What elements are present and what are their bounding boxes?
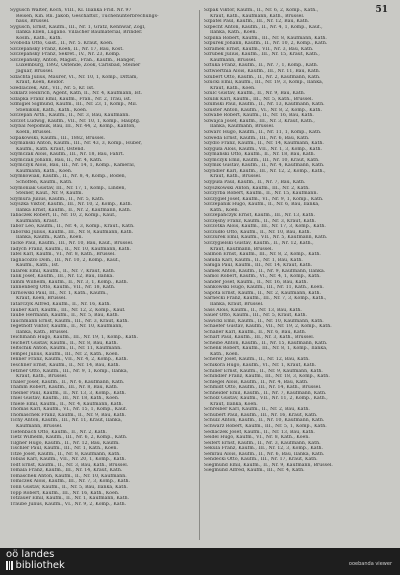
directory-entry: Sankowski Hugo, Kaufm., III., Nr. 11, Kath., Koen. bbox=[204, 285, 324, 291]
directory-entry: Reisen, Kin. Rn. Jakob, Geschäftsr., Tuchenunterbrechungs- bbox=[16, 13, 159, 19]
directory-entry: Schindler Franz, Kaufm., III., Nr. 18, 3, Komp., Kath. bbox=[204, 374, 330, 380]
directory-entry: Tonn Gustav, Kaufm., II., Nr. 5, Bau, Ilanka, Kath. bbox=[10, 485, 128, 491]
directory-entry: Tichy Anton, Kaufm., III., Nr. 11, Kraut, Ilanka, bbox=[10, 418, 123, 424]
directory-entry: Szymczak Alois, Kaufm., III., Nr. 18, Bau, Fahrt. bbox=[10, 152, 125, 158]
directory-entry: Tischler Paul, Kaufm., III., Nr. 1, Kath., Koen. bbox=[10, 446, 119, 452]
directory-entry: Szymura Julius, Kaufm., II., Nr. 5, Kath. bbox=[10, 196, 105, 202]
viewer-label: ooebanda viewer bbox=[348, 561, 392, 567]
directory-entry: Szczot Ludwig, Kaufm., VII., Nr. 10, 1, Komp., Hauptg. bbox=[10, 118, 141, 124]
directory-entry: Szyguła Alois, Kaufm., VII., Nr. 1, 3, Komp., Kath. bbox=[204, 146, 322, 152]
directory-entry: Schlegel Alois, Kaufm., II., Nr. 4, Bau, Kath. bbox=[204, 379, 309, 385]
directory-entry: Sauer Otto, Kaufm., III., Nr. 5, Kraut, Kath. bbox=[204, 313, 308, 319]
directory-entry: Szpecht Anton, Kaufm., II., Nr. 4, 1, Komp., Kauf., bbox=[204, 24, 323, 30]
directory-entry: Szklarz Heinrich, Agent, Kath, II., Nr. 4, Kaufmann, Ist. bbox=[10, 91, 143, 97]
directory-entry: Szczepańsky Franz, Sekret., IV., Nr. 23, Komp. bbox=[10, 52, 121, 58]
directory-entry: Theiner Paul, Kaufm., II., Nr. 13, 3, Komp., Kath. bbox=[10, 390, 127, 396]
directory-entry: Szymoniak Gustav, III., Nr. 17, 1, Komp., Linden, bbox=[10, 185, 127, 191]
directory-entry: Sekula Franz, Kaufm., III., Nr. 12, 3, Komp., Kath. bbox=[204, 446, 324, 452]
directory-entry: Tatarczyk Alfred, Kaufm., II., Nr. 16, Kath. bbox=[10, 301, 111, 307]
directory-entry: Tacke Paul, Kaufm., III., Nr. 10, Bau, Kauf., Brüssel. bbox=[10, 240, 134, 246]
directory-entry: Szulik Karl, Kaufm., III., Nr. 5, Kath., Brüssel. bbox=[204, 96, 314, 102]
directory-entry: Szyszkowski Anton, Kaufm., III., Nr. 2, Kath. bbox=[204, 185, 310, 191]
directory-entry: Tagliacozzo Dom., III., Nr. 10, 2, Komp., Kauf., bbox=[10, 257, 121, 263]
directory-entry: Szymczyk Emil, Kaufm., III., Nr. 10, Kraut, Kath. bbox=[204, 157, 320, 163]
directory-entry: Tarnowski Paul, III., Nr. 1, Kath., Kaufm., bbox=[10, 290, 109, 296]
directory-entry: Tegethoff Viktor, Kaufm., II., Nr. 10, Kaufmann, bbox=[10, 324, 123, 330]
directory-entry: Schaller Karl, Kaufm., II., Nr. 6, Bau, Kath. bbox=[204, 329, 307, 335]
directory-entry: Tempel Julius, Kaufm., III., Nr. 2, Kath., Koen. bbox=[10, 351, 120, 357]
directory-entry: Scheibe Anton, Kaufm., II., Nr. 15, Kaufmann, Kath. bbox=[204, 340, 328, 346]
directory-entry: Schenk Robert, Kaufm., III., Nr. 8, 1, Komp., Ilanka, bbox=[204, 346, 328, 352]
column-divider bbox=[199, 10, 200, 540]
directory-entry: Szczyrba Robert, Kaufm., II., Nr. 15, Kaufmann. bbox=[204, 191, 318, 197]
directory-entry: Kraut, Kath., Koen. bbox=[210, 85, 256, 91]
directory-entry: Kaufmann, Kraut. bbox=[16, 218, 59, 224]
directory-entry: Koeln, Brüssel. bbox=[16, 130, 52, 136]
directory-entry: Szpatel Paul, Kaufm., III., Nr. 12, Bau, Kath. bbox=[204, 19, 310, 25]
directory-entry: Szypuła Paul, Kaufm., II., Nr. 7, Bau, Kath. bbox=[204, 179, 306, 185]
directory-entry: Titze Josef, Kaufm., II., Nr. 8, Kaufmann, Kath. bbox=[10, 451, 121, 457]
directory-entry: Szymczyk Alois, Bau, III., Nr. 14, 1, Komp., Kameral, bbox=[10, 163, 136, 169]
directory-entry: Tauber Karl, Kaufm., III., Nr. 12, 2, Komp., Kauf. bbox=[10, 307, 126, 313]
directory-entry: Tiefenbach Otto, Kaufm., II., Nr. 2, Kath. bbox=[10, 429, 108, 435]
directory-entry: Szymczak Johann, Bau, II., Nr. 4, Kath. bbox=[10, 157, 103, 163]
directory-entry: Traube Julius, Kaufm., VI., Nr. 9, 2, Komp., Kath. bbox=[10, 501, 127, 507]
directory-entry: Szyszka Viktor, Kaufm., III., Nr. 10, 2, Komp., Kath. bbox=[10, 202, 133, 208]
directory-entry: Szczepańczyk Ernst, Kaufm., III., Nr. 13, Kath. bbox=[204, 213, 315, 219]
directory-entry: Kath., Koen. bbox=[210, 351, 240, 357]
directory-entry: Kosm., Kath., Kath. bbox=[16, 35, 62, 41]
directory-entry: Kaufmann, Brüssel. bbox=[16, 424, 63, 430]
directory-entry: Tabaczek Robert, II., Nr. 10, 2, Komp., Kauf., bbox=[10, 213, 117, 219]
directory-entry: Ilanka, Kaufmann, Brüssel. bbox=[210, 124, 275, 130]
directory-entry: Sawicki Emil, Kaufm., II., Nr. 10, Kaufmann, Kath. bbox=[204, 318, 324, 324]
directory-entry: Semrau Alois, Kaufm., II., Nr. 6, Bau, Ilanka, Kath. bbox=[204, 451, 325, 457]
directory-entry: Samek Anton, Kaufm., II., Nr. 9, Kaufmann, Ilanka. bbox=[204, 268, 326, 274]
directory-entry: Ilanka Ellen, Lugano. Villacher Baumaterial, Brinder. bbox=[16, 30, 143, 36]
directory-entry: Tamm Wilhelm, Kaufm., II., Nr. 3, 1, Komp., Kath. bbox=[10, 279, 129, 285]
directory-entry: Sygusch Walter, Koch, VIII., Kl. Ilianka Frid. Nr. 97 bbox=[10, 8, 132, 13]
directory-entry: Scherer Josef, Kaufm., II., Nr. 12, Bau, Kath. bbox=[204, 357, 310, 363]
directory-entry: Szczęsny Franz, Kaufm., II., Nr. 3, Kraut, Kath. bbox=[204, 218, 317, 224]
directory-entry: Tenner Franz, Kaufm., VII., Nr. 4, 2, Komp., Kath. bbox=[10, 357, 129, 363]
directory-entry: Szpurek Johann, Kaufm., II., Nr. 10, 2, Komp., Kath. bbox=[204, 41, 328, 47]
directory-entry: Teichert Gustav, Kaufm., II., Nr. 8, Bau, Kath. bbox=[10, 340, 119, 346]
directory-entry: Szyndler Karl, Kaufm., III., Nr. 12, 2, Komp., Kath., bbox=[204, 168, 326, 174]
directory-entry: Szpakowski, Kaufm., III., 1882, Brüssel. bbox=[10, 135, 106, 141]
directory-entry: Kraut, Kath., Kaufmann, Kath., Brüssel. bbox=[210, 13, 305, 19]
directory-entry: Sapota Ernst, Kaufm., II., Nr. 2, Kaufmann, Kath. bbox=[204, 290, 321, 296]
directory-entry: Szczotka Alois, Kaufm., III., Nr. 17, 3, Komp., Kath. bbox=[204, 224, 326, 230]
directory-entry: Sass Alois, Kaufm., II., Nr. 13, Bau, Kath. bbox=[204, 307, 302, 313]
directory-entry: Thaler Josef, Kaufm., II., Nr. 6, Kaufmann, Kath. bbox=[10, 379, 125, 385]
directory-entry: Szwarc Hugo, Kaufm., II., Nr. 11, 1, Komp., Kath. bbox=[204, 130, 322, 136]
directory-entry: Kraut, Ilanka, Koen. bbox=[210, 401, 258, 407]
directory-entry: Szulc Gustav, Kaufm., II., Nr. 9, Bau, Kath. bbox=[204, 91, 306, 97]
directory-entry: Szczygielski Gustav, Kaufm., II., Nr. 12, Kath., bbox=[204, 240, 314, 246]
directory-entry: Tafel Karl, Kaufm., VI., Nr. 8, Kath., Brüssel. bbox=[10, 252, 116, 258]
directory-entry: Tilgner Hugo, Kaufm., II., Nr. 12, Bau, Kaufm. bbox=[10, 440, 120, 446]
directory-entry: Totzauer Emil, Kaufm., II., Nr. 1, Kaufmann, Kath. bbox=[10, 496, 130, 502]
directory-entry: Sendecki Otto, Kaufm., III., Nr. 17, Kraut, Kath. bbox=[204, 457, 318, 463]
directory-entry: Schmidt Otto, Kaufm., III., Nr. 14, Kath., Brüssel. bbox=[204, 385, 322, 391]
directory-entry: Szymanski Anton, Kaufm., III., Nr. 43, 3, Komp., Huber, bbox=[10, 141, 142, 147]
directory-entry: Taborski Julius, Kaufm., III., Nr. 8, Kaufmann, Kath. bbox=[10, 229, 134, 235]
left-column bbox=[10, 8, 196, 544]
directory-entry: Ilanka, Kraut, Brüssel. bbox=[210, 301, 264, 307]
directory-entry: Szuster Anton, Kaufm., VI., Nr. 8, 2, Komp., Kath. bbox=[204, 107, 322, 113]
directory-entry: Samol Robert, Kaufm., VI., Nr. 4, 1, Komp., Kath. bbox=[204, 274, 321, 280]
right-column bbox=[204, 8, 390, 544]
directory-entry: Schikora Hugo, Kaufm., VI., Nr. 1, Kraut, Kath. bbox=[204, 363, 317, 368]
directory-entry: Szczygieł Josef, Kaufm., VI., Nr. 9, 1, Komp., Kath. bbox=[204, 196, 324, 202]
directory-entry: Szlachta Julius, Maurer, VI., Nr. 10, 1, Komp., Dittam, bbox=[10, 74, 138, 80]
directory-entry: Szweda Ernst, Kaufm., III., Nr. 6, Bau, Kath. bbox=[204, 135, 310, 141]
directory-entry: Kaufm., Kath. Kraut, Ostend. bbox=[16, 146, 86, 152]
directory-entry: Szczepanik Hugo, Kaufm., II., Nr. 6, Bau, Ilanka, bbox=[204, 202, 320, 208]
directory-entry: Kaufmann, Kath., Koen. bbox=[16, 168, 73, 174]
logo-line-1: oö landes bbox=[6, 549, 55, 560]
directory-entry: Teschner Ernst, Kaufm., II., Nr. 14, Bau, Kath. bbox=[10, 363, 121, 368]
directory-entry: Todt Ernst, Kaufm., II., Nr. 3, Bau, Kath., Brüssel. bbox=[10, 462, 129, 468]
directory-entry: Ilanka, Kaufm., Kath., Koen. bbox=[16, 235, 83, 241]
directory-entry: Szpilka Robert, Kaufm., III., Nr. 8, Kaufmann, Kath. bbox=[204, 35, 327, 41]
directory-entry: Jaguar, Brüssel. bbox=[16, 69, 54, 75]
directory-entry: Scholz Gustav, Kaufm., VII., Nr. 11, 2, Komp., Kath., bbox=[204, 396, 328, 402]
directory-entry: Svoboda Otto, Gast., II., Nr. 5. Kraut, Koen. bbox=[10, 41, 114, 47]
library-logo[interactable] bbox=[6, 549, 65, 571]
directory-entry: Kath., Koen. bbox=[210, 207, 240, 213]
directory-entry: Ilanka, Kath., Koen. bbox=[210, 30, 257, 36]
directory-entry: Szczepańsky, Anton, Magist., Fran., Kaufm., Hanger, bbox=[10, 57, 136, 63]
directory-entry: Tomala Franz, Kaufm., III., Nr. 14, Kraut, Kath. bbox=[10, 468, 123, 474]
directory-entry: Tobias Karl, Kaufm., VII., Nr. 20, 1, Komp., Kath. bbox=[10, 457, 127, 463]
directory-entry: Szczepansky Franz, Koeh, II., Nr. 17, Bau, Kost. bbox=[10, 46, 124, 52]
directory-entry: Tomiczek Alois, Kaufm., III., Nr. 7, 3, Komp., Kath. bbox=[10, 479, 131, 485]
directory-entry: Kaufmann, Brüssel. bbox=[210, 57, 257, 63]
directory-entry: Szymik Gustav, Kaufm., II., Nr. 4, Kaufmann, Kath. bbox=[204, 163, 325, 169]
directory-entry: Kraut, Koen, Keidor. bbox=[16, 80, 65, 86]
directory-entry: Szmigiel Sigmund, Kaufm., III., Nr. 23, 1, Komp., Mil. bbox=[10, 102, 138, 108]
directory-entry: Kraut, Koen, Brüssel. bbox=[16, 296, 67, 302]
directory-entry: Schiller Ernst, Kaufm., II., Nr. 9, Kaufmann, Kath. bbox=[204, 368, 323, 374]
directory-entry: Sarnecki Franz, Kaufm., III., Nr. 7, 3, Komp., Kath., bbox=[204, 296, 327, 302]
directory-entry: Thomaschek Franz, Kaufm., II., Nr. 9, Bau, Kath. bbox=[10, 412, 127, 418]
directory-entry: Kraut, Kath., Brüssel. bbox=[16, 374, 68, 380]
directory-entry: Talarek Emil, Kaufm., II., Nr. 7, Kraut, Kath. bbox=[10, 268, 116, 274]
directory-entry: Seifert Ernst, Kaufm., II., Nr. 3, Kaufmann, Kath. bbox=[204, 440, 321, 446]
directory-entry: Thiele Emil, Kaufm., II., Nr. 4, Kaufmann, Kath. bbox=[10, 401, 124, 407]
directory-entry: Schaefer Gustav, Kaufm., VII., Nr. 19, 2, Komp., Kath. bbox=[204, 324, 332, 330]
directory-entry: Tauchmann Ernst, Kaufm., III., Nr. 3, Kraut, Kath. bbox=[10, 318, 129, 324]
barcode-icon bbox=[6, 561, 13, 570]
directory-entry: Ilanka, Kath., Brüssel. bbox=[16, 329, 69, 335]
directory-entry: Tomaschek Anton, Kaufm., II., Nr. 10, Kaufmann. bbox=[10, 473, 127, 479]
directory-entry: Sztuka Franz, Kaufm., II., Nr. 7, 1, Komp., Kath. bbox=[204, 63, 319, 69]
directory-entry: Schreiber Karl, Kaufm., II., Nr. 2, Bau, Kath. bbox=[204, 407, 310, 413]
directory-entry: Szybal Nepomuk, Bau, III., Nr. 44, 2, Komp., Kanton, bbox=[10, 124, 136, 130]
directory-entry: Schulz Anton, Kaufm., II., Nr. 10, Kaufmann, Kath. bbox=[204, 418, 325, 424]
directory-entry: Siegmund Emil, Kaufm., II., Nr. 9, Kaufmann, Brüssel. bbox=[204, 462, 333, 468]
logo-line-2 bbox=[6, 560, 65, 571]
directory-entry: Seidel Hugo, Kaufm., VI., Nr. 8, Kath., Koen. bbox=[204, 435, 310, 441]
directory-entry: Kraut, Kath., Brüssel. bbox=[210, 174, 262, 180]
directory-entry: Tadych Franz, Kaufm., II., Nr. 10, Kaufmann, Kath. bbox=[10, 246, 132, 252]
directory-entry: Tetzner Otto, Kaufm., III., Nr. 9, 1, Komp., Ilanka, bbox=[10, 368, 129, 374]
directory-entry: Luxemburg, 1892, Ostende, Zook, Carlsbad, Steiner bbox=[16, 63, 141, 69]
directory-entry: Szrubek Julius, Kaufm., III., Nr. 15, Kraut, Kath., bbox=[204, 52, 320, 58]
directory-entry: Topp Robert, Kaufm., III., Nr. 16, Kath., Koen. bbox=[10, 490, 120, 496]
directory-entry: Stieniksik, Kath., Kath., Koen. bbox=[16, 107, 88, 113]
directory-entry: Szumski Paul, Kaufm., II., Nr. 13, Kaufmann, Kath. bbox=[204, 102, 325, 108]
directory-entry: Szczepan Arth., Kaufm., II., Nr. 3, Bau, Kaufmann. bbox=[10, 113, 130, 119]
directory-entry: Szwajca Josef, Kaufm., III., Nr. 3, Kraut, Kath., bbox=[204, 118, 315, 124]
directory-entry: Tabor Leo, Kaufm., II., Nr. 4, 3, Komp., Kraut., Kath. bbox=[10, 224, 135, 230]
directory-entry: Sedlaczek Josef, Kaufm., II., Nr. 13, Bau, Kath. bbox=[204, 429, 315, 435]
directory-entry: Szedlaczek, Ant., VII., Nr. 5, Kr. Ist. bbox=[10, 85, 95, 91]
directory-entry: Teichmann Hugo, Kaufm., III., Nr. 19, 1, Komp., Kath. bbox=[10, 335, 138, 341]
directory-entry: Sander Josef, Kaufm., II., Nr. 16, Bau, Kath. bbox=[204, 279, 308, 285]
directory-entry: Thomas Karl, Kaufm., VI., Nr. 15, 1, Komp., Kauf. bbox=[10, 407, 128, 413]
directory-entry: Szwabe Robert, Kaufm., II., Nr. 16, Bau, Kath. bbox=[204, 113, 314, 119]
directory-entry: Tannenberg Otto, Kaufm., VII., Nr. 18, Kath. bbox=[10, 285, 116, 291]
directory-entry: Kaufm., Kath., Ist. bbox=[16, 263, 60, 269]
directory-entry: Talik Josef, Kaufm., III., Nr. 12, Bau, Ilanka. bbox=[10, 274, 114, 280]
directory-entry: Ilanka Ernst, Kaufm., II., Nr. 2, Kaufmann, Kath. bbox=[16, 207, 132, 213]
directory-entry: Steiner, Kauf., Nr. 9, Kaufm. bbox=[16, 191, 84, 197]
directory-entry: Szczurek Emil, Kaufm., VII., Nr. 5, Kaufmann, Kath. bbox=[204, 235, 328, 241]
directory-entry: Schöffen, Kaufm., Kath. bbox=[16, 179, 73, 185]
directory-entry: Salmon Ernst, Kaufm., III., Nr. 8, 2, Komp., Kath. bbox=[204, 252, 321, 258]
directory-entry: Szubert Otto, Kaufm., II., Nr. 2, Kaufmann, Kath. bbox=[204, 74, 321, 80]
directory-entry: Schubert Paul, Kaufm., III., Nr. 16, Kraut, Kath. bbox=[204, 412, 318, 418]
directory-entry: Szymkowiak, Kaufm., II., Nr. 8, 4, Komp., Boden, bbox=[10, 174, 127, 180]
directory-entry: Thamm Robert, Kaufm., III., Nr. 8, Bau, Kath. bbox=[10, 385, 119, 391]
directory-entry: haus, Brüssel. bbox=[16, 19, 50, 25]
directory-entry: Siegmund Alfred, Kaufm., III., Nr. 4, Kath. bbox=[204, 468, 305, 474]
directory-entry: Sztwiertnia Alois, Kaufm., III., Nr. 11, Bau, Kath. bbox=[204, 69, 321, 75]
logo-line-2-text: bibliothek bbox=[15, 560, 65, 571]
directory-entry: Tietz Wilhelm, Kaufm., III., Nr. 6, 2, Komp., Kath. bbox=[10, 435, 128, 441]
directory-entry: Schwarz Robert, Kaufm., III., Nr. 5, 1, Komp., Kath. bbox=[204, 424, 327, 430]
directory-entry: Szpak Viktor, Kaufm., II., Nr. 6, 2, Komp., Kath., bbox=[204, 8, 319, 13]
directory-entry: Sałuda Karl, Kaufm., II., Nr. 1, Bau, Kath. bbox=[204, 257, 303, 263]
directory-entry: Teltschik Anton, Kaufm., II., Nr. 11, Kaufmann. bbox=[10, 346, 122, 352]
directory-entry: Szczudło Otto, Kaufm., II., Nr. 10, Bau, Kath. bbox=[204, 229, 312, 235]
directory-entry: Thiel Gustav, Kaufm., III., Nr. 18, Kath., Koen. bbox=[10, 396, 120, 402]
directory-entry: Szucki Emil, Kaufm., III., Nr. 19, 3, Komp., Ilanka, bbox=[204, 80, 324, 86]
directory-entry: Szlapka Franz Emil, Kaufm., Fran., Nr. 2, Trau, ist. bbox=[10, 96, 132, 102]
directory-entry: Sygusch, Ernst, Kaufm., III., Nr. 1, Gratz, Kennwar, Zögl, bbox=[10, 24, 146, 30]
directory-entry: Szramek Ernst, Kaufm., VII., Nr. 3, Bau, Kath. bbox=[204, 46, 314, 52]
directory-entry: Scharf Paul, Kaufm., III., Nr. 3, Kath., Brüssel. bbox=[204, 335, 315, 341]
directory-entry: Kraut, Kaufmann, Brüssel. bbox=[210, 246, 273, 252]
directory-entry: Schneider Emil, Kaufm., II., Nr. 7, Kaufmann, Kath. bbox=[204, 390, 327, 396]
directory-entry: Szymański Otto, Kaufm., II., Nr. 18, Bau, Kath. bbox=[204, 152, 316, 158]
directory-entry: Taube Hermann, Kaufm., II., Nr. 5, Bau, Kath. bbox=[10, 313, 120, 319]
directory-entry: Saługa Paul, Kaufm., III., Nr. 14, Kraut, Kath. bbox=[204, 263, 313, 269]
page-number: 51 bbox=[375, 5, 388, 15]
directory-entry: Szydlo Franz, Kaufm., II., Nr. 14, Kaufmann, Kath. bbox=[204, 141, 324, 147]
